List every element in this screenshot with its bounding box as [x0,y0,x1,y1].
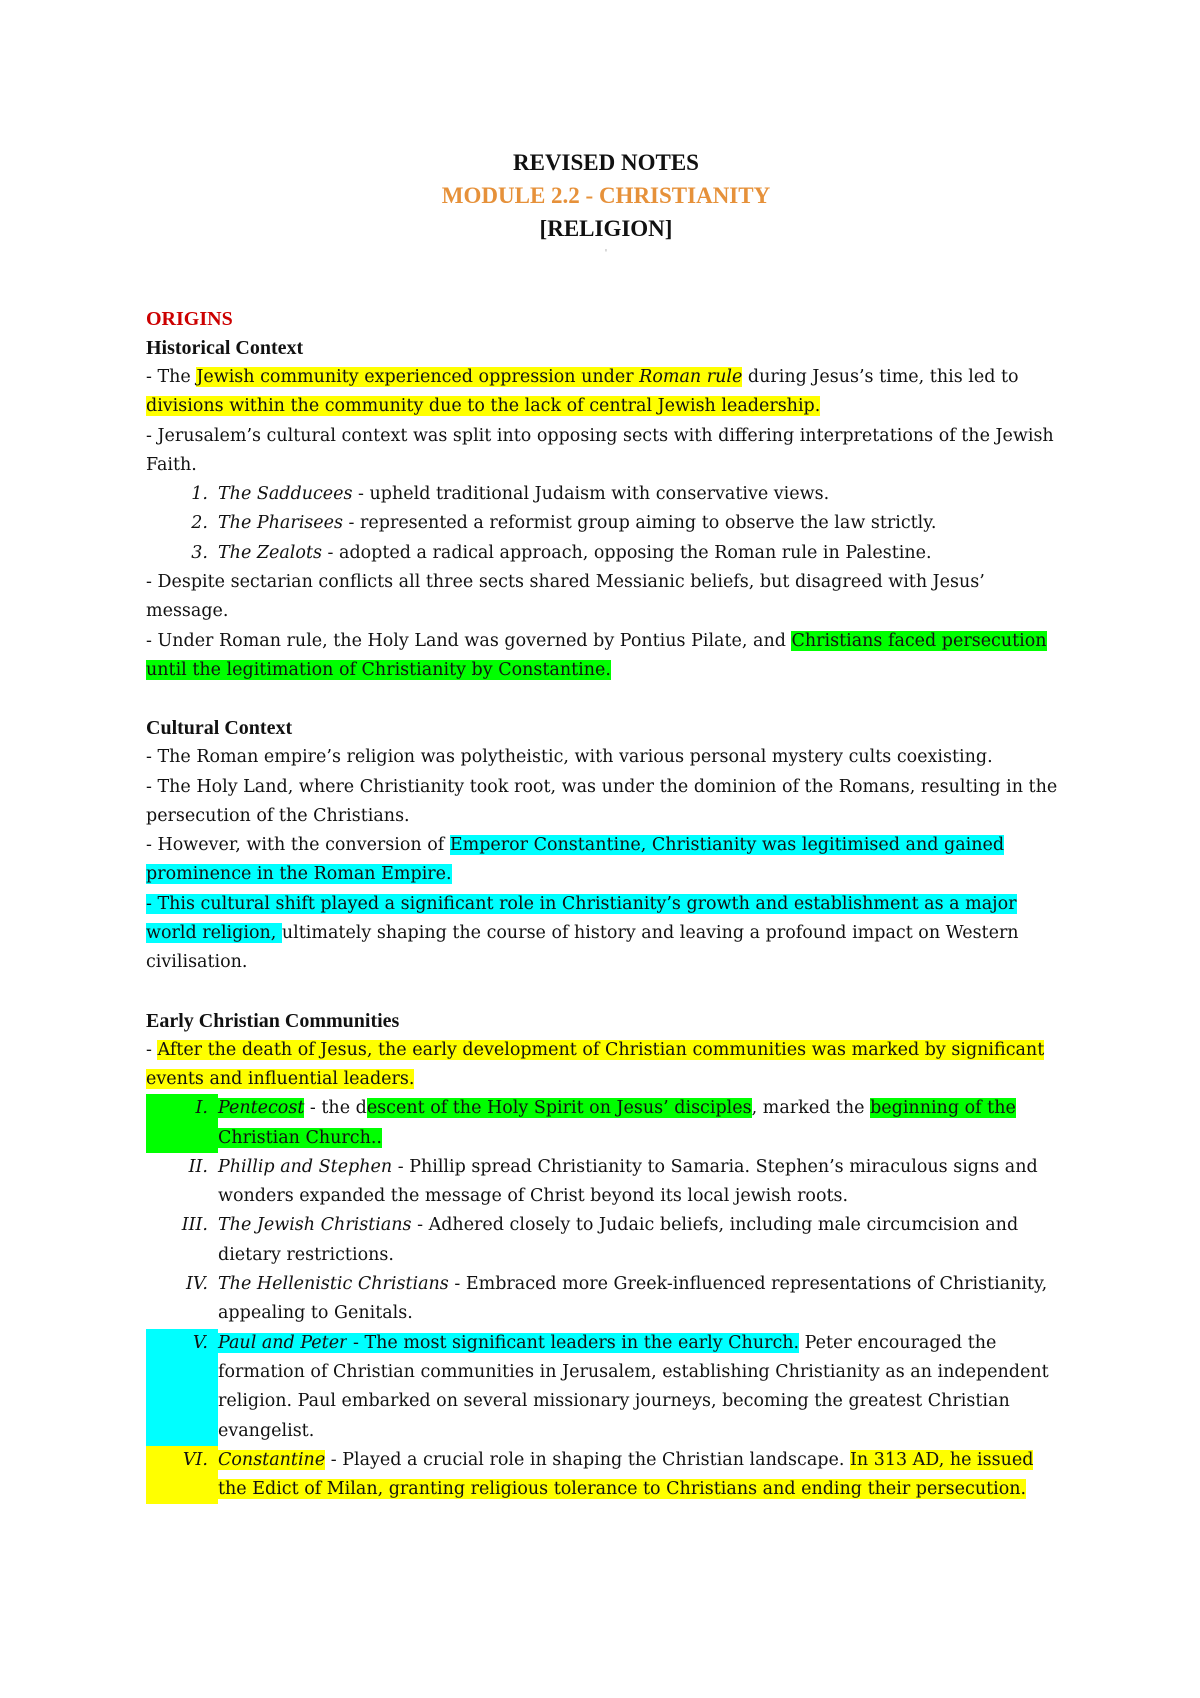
list-item: VI. Constantine - Played a crucial role in shaping the Christian landscape. In 313 AD, he issued the Edict of Milan, granting religious tolerance to Christians and ending their persecution. [146,1446,1066,1505]
subject-title: [RELIGION] [539,216,673,241]
historical-paragraph-3: - Despite sectarian conflicts all three sects shared Messianic beliefs, but disagreed with Jesus’ message. [146,572,985,622]
list-item: IV. The Hellenistic Christians - Embraced more Greek-influenced representations of Christianity, appealing to Genitals. [185,1274,1048,1324]
cultural-paragraph-2: - The Holy Land, where Christianity took root, was under the dominion of the Romans, resulting in the persecution of the Christians. [146,776,1058,826]
cultural-paragraph-4: - This cultural shift played a significant role in Christianity’s growth and establishment as a major world religion, ultimately shaping the course of history and leaving a profound impact on Western civilisation. [146,893,1019,973]
historical-heading: Historical Context [146,337,304,359]
list-item: 2. The Pharisees - represented a reformist group aiming to observe the law strictly. [191,513,937,534]
cultural-paragraph-1: - The Roman empire’s religion was polytheistic, with various personal mystery cults coexisting. [146,747,993,768]
title-block [146,146,1066,245]
list-item: V. Paul and Peter - The most significant leaders in the early Church. Peter encouraged the formation of Christian communities in Jerusalem, establishing Christianity as an independent religion. Paul embarked on several missionary journeys, becoming the greatest Christian evangelist. [146,1329,1066,1446]
list-item: III. The Jewish Christians - Adhered closely to Judaic beliefs, including male circumcision and dietary restrictions. [181,1215,1019,1265]
document-page [146,146,1066,1504]
historical-paragraph-2: - Jerusalem’s cultural context was split into opposing sects with differing interpretations of the Jewish Faith. [146,425,1054,475]
list-item: 3. The Zealots - adopted a radical approach, opposing the Roman rule in Palestine. [191,542,932,563]
early-paragraph-1: - After the death of Jesus, the early development of Christian communities was marked by significant events and influential leaders. [146,1039,1045,1089]
historical-paragraph-4: - Under Roman rule, the Holy Land was governed by Pontius Pilate, and Christians faced persecution until the legitimation of Christianity by Constantine. [146,630,1047,680]
early-heading: Early Christian Communities [146,1009,400,1032]
doc-title: REVISED NOTES [513,150,699,175]
cultural-heading: Cultural Context [146,717,293,740]
origins-section [146,305,1066,1504]
historical-paragraph-1: - The Jewish community experienced oppression under Roman rule during Jesus’s time, this led to divisions within the community due to the lack of central Jewish leadership. [146,367,1019,417]
list-item: 1. The Sadducees - upheld traditional Judaism with conservative views. [191,484,830,505]
origins-heading: ORIGINS [146,308,233,330]
cultural-paragraph-3: - However, with the conversion of Emperor Constantine, Christianity was legitimised and gained prominence in the Roman Empire. [146,835,1005,885]
module-title: MODULE 2.2 - CHRISTIANITY [441,183,771,208]
list-item: II. Phillip and Stephen - Phillip spread Christianity to Samaria. Stephen’s miraculous signs and wonders expanded the message of Christ beyond its local jewish roots. [188,1156,1038,1207]
small-mark: ' [604,249,608,259]
list-item: I. Pentecost - the descent of the Holy Spirit on Jesus’ disciples, marked the beginning of the Christian Church.. [146,1094,1066,1153]
